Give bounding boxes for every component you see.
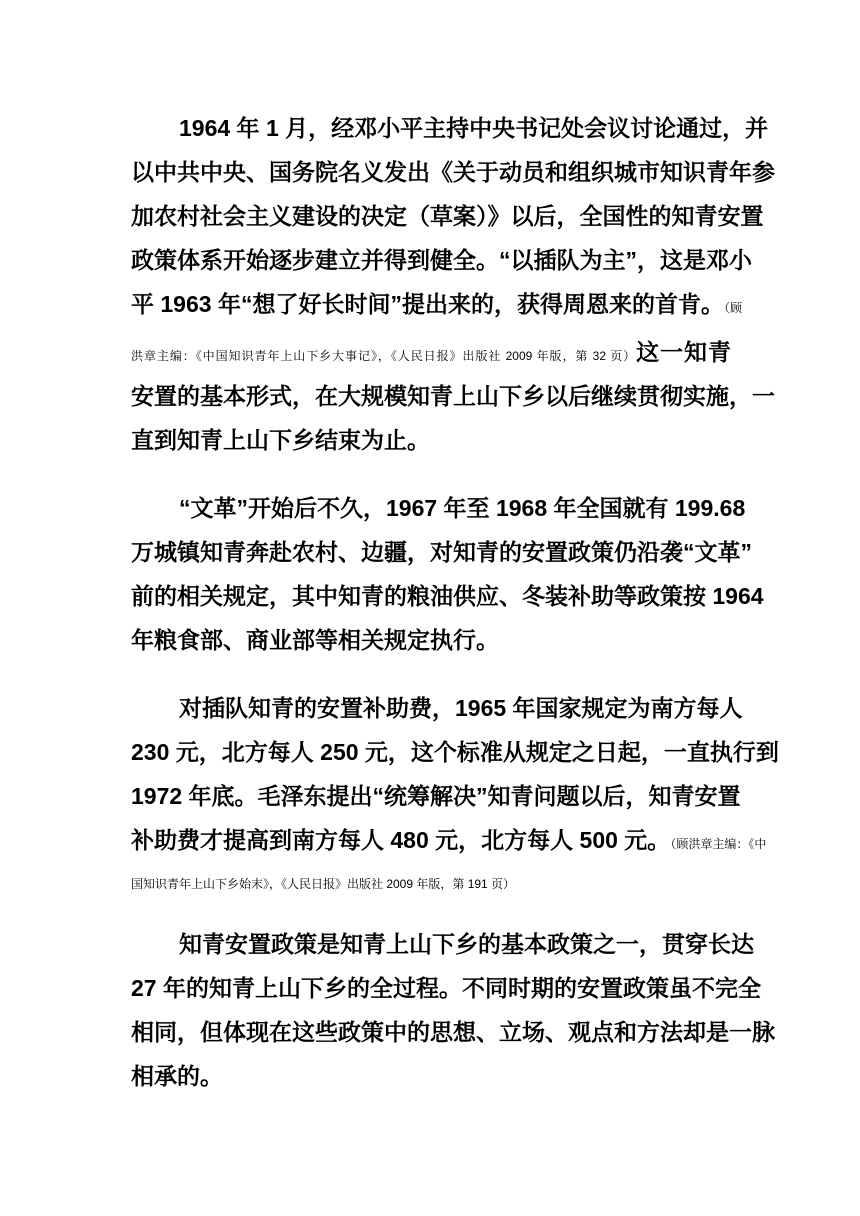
text-line: 前的相关规定，其中知青的粮油供应、冬装补助等政策按 1964 [131, 583, 764, 609]
citation: （顾洪章主编：《中 [670, 837, 767, 851]
text-line: 1964 年 1 月，经邓小平主持中央书记处会议讨论通过，并 [179, 115, 769, 141]
text-line: 对插队知青的安置补助费，1965 年国家规定为南方每人 [179, 695, 743, 721]
citation: 洪章主编：《中国知识青年上山下乡大事记》，《人民日报》出版社 2009 年版，第 32 页） [131, 349, 637, 363]
paragraph-2 [131, 486, 764, 662]
document-page [131, 106, 779, 1122]
text-line: 知青安置政策是知青上山下乡的基本政策之一，贯穿长达 [179, 931, 754, 957]
text-line: 1972 年底。毛泽东提出“统筹解决”知青问题以后，知青安置 [131, 783, 741, 809]
text-line: 相承的。 [131, 1063, 223, 1089]
text-line [131, 282, 742, 330]
text-line [131, 330, 731, 374]
text-line: 230 元，北方每人 250 元，这个标准从规定之日起，一直执行到 [131, 739, 779, 765]
text-segment: 平 1963 年“想了好长时间”提出来的，获得周恩来的首肯。 [131, 291, 724, 317]
text-line: 加农村社会主义建设的决定（草案）》以后，全国性的知青安置 [131, 203, 764, 229]
text-line: 27 年的知青上山下乡的全过程。不同时期的安置政策虽不完全 [131, 975, 761, 1001]
paragraph-1 [131, 106, 775, 462]
paragraph-3 [131, 686, 779, 898]
text-line [131, 818, 767, 862]
citation: 国知识青年上山下乡始末》，《人民日报》出版社 2009 年版，第 191 页） [131, 877, 516, 891]
text-line: 直到知青上山下乡结束为止。 [131, 427, 430, 453]
text-segment: 补助费才提高到南方每人 480 元，北方每人 500 元。 [131, 827, 671, 853]
text-segment: 这一知青 [636, 339, 732, 365]
text-line: 相同，但体现在这些政策中的思想、立场、观点和方法却是一脉 [131, 1019, 775, 1045]
paragraph-4 [131, 922, 775, 1098]
text-line: 万城镇知青奔赴农村、边疆，对知青的安置政策仍沿袭“文革” [131, 539, 752, 565]
text-line: 政策体系开始逐步建立并得到健全。“以插队为主”，这是邓小 [131, 247, 752, 273]
text-line: 安置的基本形式，在大规模知青上山下乡以后继续贯彻实施，一 [131, 383, 775, 409]
text-line: 以中共中央、国务院名义发出《关于动员和组织城市知识青年参 [131, 159, 775, 185]
text-line [131, 862, 731, 898]
citation: （顾 [723, 301, 742, 315]
text-line: 年粮食部、商业部等相关规定执行。 [131, 627, 499, 653]
text-line: “文革”开始后不久，1967 年至 1968 年全国就有 199.68 [179, 495, 746, 521]
